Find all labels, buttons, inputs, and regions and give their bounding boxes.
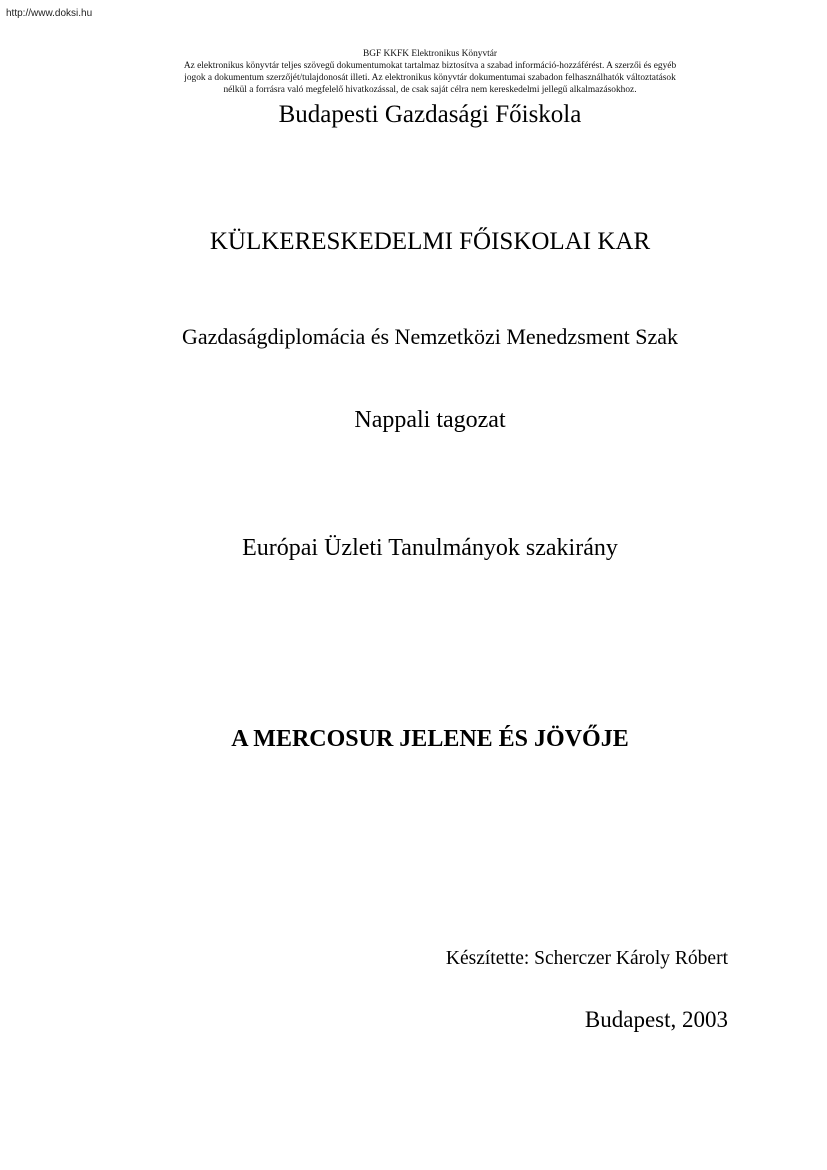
notice-line-2: jogok a dokumentum szerzőjét/tulajdonosát illeti. Az elektronikus könyvtár dokumentumai szabadon felhasználhatók változtatások	[184, 73, 676, 83]
notice-line-library: BGF KKFK Elektronikus Könyvtár	[362, 49, 498, 59]
faculty-name: KÜLKERESKEDELMI FŐISKOLAI KAR	[209, 228, 651, 255]
notice-line-1: Az elektronikus könyvtár teljes szövegű dokumentumokat tartalmaz biztosítva a szabad információ-hozzáférést. A szerzői és egyéb	[183, 61, 677, 71]
author-line: Készítette: Scherczer Károly Róbert	[445, 948, 728, 969]
notice-line-3: nélkül a forrásra való megfelelő hivatkozással, de csak saját célra nem kereskedelmi jellegű alkalmazásokhoz.	[223, 85, 637, 95]
programme-name: Gazdaságdiplomácia és Nemzetközi Menedzsment Szak	[181, 324, 679, 349]
institution-name: Budapesti Gazdasági Főiskola	[278, 101, 582, 128]
library-notice	[120, 48, 740, 96]
specialization-track: Európai Üzleti Tanulmányok szakirány	[242, 535, 618, 561]
thesis-title: A MERCOSUR JELENE ÉS JÖVŐJE	[231, 726, 629, 752]
study-mode: Nappali tagozat	[354, 407, 506, 433]
place-date: Budapest, 2003	[584, 1007, 728, 1032]
source-url-link[interactable]: http://www.doksi.hu	[6, 8, 93, 19]
